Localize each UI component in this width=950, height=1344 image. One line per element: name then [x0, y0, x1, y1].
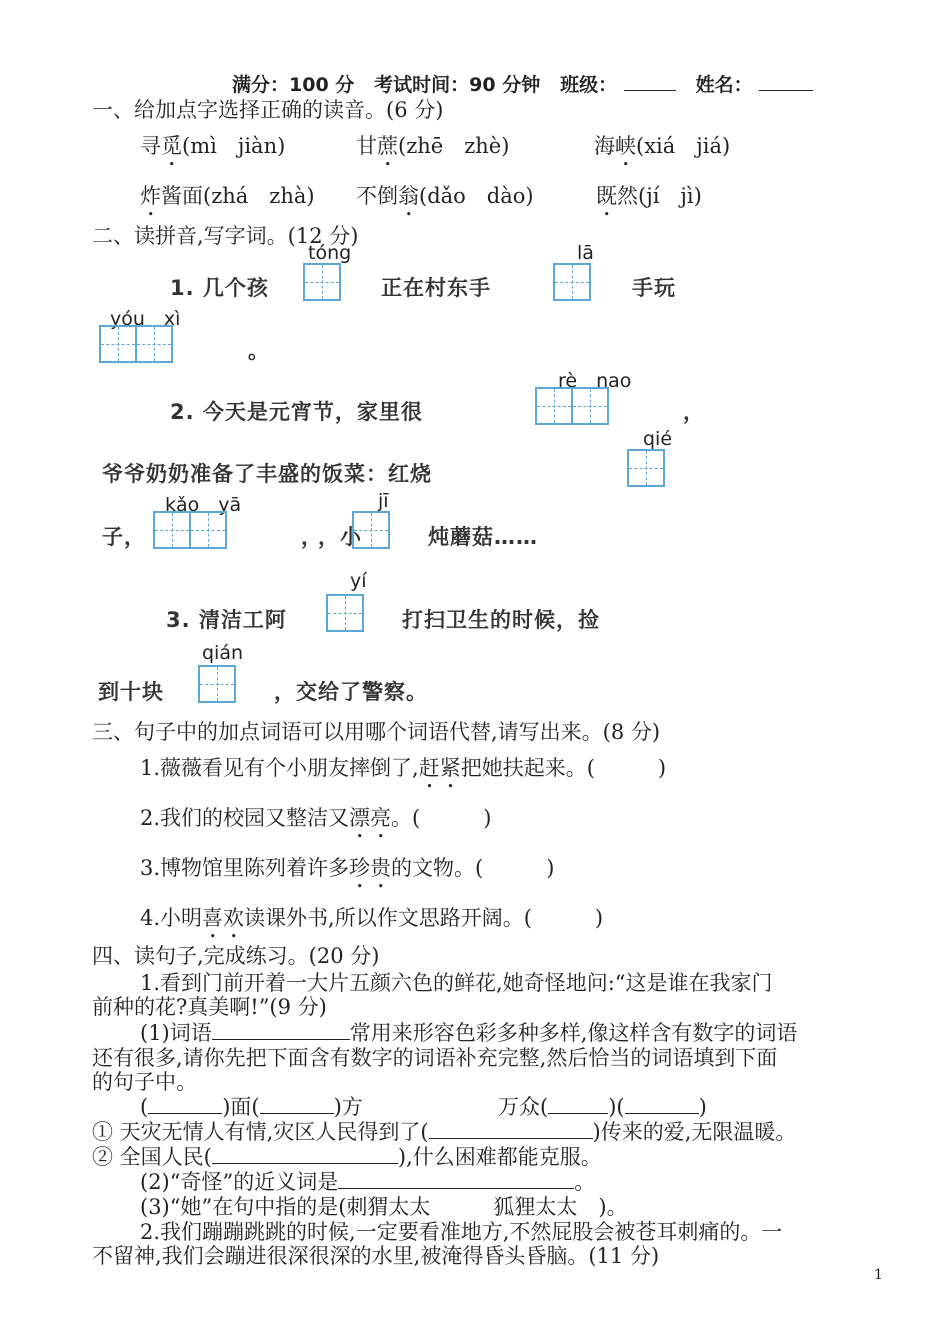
s3-item-4: 4.小明喜欢读课外书,所以作文思路开阔。( )	[140, 906, 604, 930]
answer-blank[interactable]	[212, 1039, 350, 1040]
s1-item-4: 炸酱面(zhá zhà)	[140, 184, 315, 208]
page-number: 1	[874, 1267, 883, 1283]
name-blank[interactable]	[759, 90, 813, 91]
char-grid-qian[interactable]	[198, 665, 234, 703]
dotted-word: 赶紧	[418, 756, 461, 780]
s2-q2-line3a: 子，	[102, 525, 146, 549]
s4-p2-line2: 不留神,我们会蹦进很深很深的水里,被淹得昏头昏脑。(11 分)	[92, 1244, 660, 1268]
s2-q3-line2a: 到十块	[98, 680, 164, 704]
s3-item-3: 3.博物馆里陈列着许多珍贵的文物。( )	[140, 856, 555, 880]
pinyin-renao: rè nao	[558, 370, 632, 392]
s2-q1-text-d: 。	[248, 339, 270, 363]
char-grid-la[interactable]	[553, 263, 589, 301]
char-grid-yi[interactable]	[326, 594, 362, 632]
name-label: 姓名：	[695, 74, 753, 96]
pinyin-ji: jī	[378, 490, 389, 512]
s4-q2: (2)“奇怪”的近义词是 。	[140, 1170, 596, 1194]
s4-p1-line2: 前种的花?真美啊!”(9 分)	[92, 995, 327, 1019]
pinyin-tong: tóng	[308, 242, 352, 264]
section3-title: 三、句子中的加点词语可以用哪个词语代替,请写出来。(8 分)	[92, 720, 661, 744]
s4-word-row-a: ( )面( )方	[140, 1095, 363, 1119]
s2-q2-text-a: 2. 今天是元宵节，家里很	[170, 400, 423, 424]
full-score: 满分：100 分	[232, 74, 355, 96]
dotted-char: 峡	[615, 134, 636, 158]
s4-sentence-2: ② 全国人民( ),什么困难都能克服。	[92, 1145, 602, 1169]
section2-title: 二、读拼音,写字词。(12 分)	[92, 224, 359, 248]
s4-q3: (3)“她”在句中指的是(刺猬太太 狐狸太太 )。	[140, 1195, 628, 1219]
dotted-char: 炸	[140, 184, 161, 208]
s3-item-1: 1.薇薇看见有个小朋友摔倒了,赶紧把她扶起来。( )	[140, 756, 667, 780]
answer-blank[interactable]	[338, 1188, 574, 1189]
s1-item-6: 既然(jí jì)	[596, 184, 702, 208]
answer-blank[interactable]	[148, 1113, 222, 1114]
s4-q1-line3: 的句子中。	[92, 1070, 197, 1094]
s1-item-3: 海峡(xiá jiá)	[594, 134, 731, 158]
s2-q2-line3b: ，小	[318, 525, 362, 549]
s2-q3-text-b: 打扫卫生的时候，捡	[402, 608, 600, 632]
s4-p2-line1: 2.我们蹦蹦跳跳的时候,一定要看准地方,不然屁股会被苍耳刺痛的。一	[140, 1220, 783, 1244]
s2-q2-line3c: 炖蘑菇……	[428, 525, 538, 549]
s1-item-1: 寻觅(mì jiàn)	[140, 134, 286, 158]
char-grid-kaoya[interactable]	[153, 511, 225, 549]
dotted-word: 喜欢	[202, 906, 245, 930]
exam-time: 考试时间：90 分钟	[374, 74, 541, 96]
s2-q3-text-a: 3. 清洁工阿	[166, 608, 287, 632]
class-blank[interactable]	[624, 90, 676, 91]
answer-blank[interactable]	[260, 1113, 334, 1114]
pinyin-qian: qián	[202, 642, 244, 664]
answer-blank[interactable]	[212, 1163, 398, 1164]
pinyin-kaoya: kǎo yā	[165, 494, 242, 516]
header-line	[232, 70, 813, 97]
s2-q2-text-b: ，	[683, 400, 705, 424]
char-grid-youxi[interactable]	[99, 325, 171, 363]
s2-q2-line3-comma: ，	[301, 525, 323, 549]
s3-item-2: 2.我们的校园又整洁又漂亮。( )	[140, 806, 492, 830]
pinyin-qie: qié	[643, 428, 673, 450]
char-grid-renao[interactable]	[535, 387, 607, 425]
s1-item-2: 甘蔗(zhē zhè)	[356, 134, 510, 158]
s2-q1-text-a: 1. 几个孩	[170, 276, 269, 300]
s2-q1-text-c: 手玩	[632, 276, 676, 300]
pinyin-youxi: yóu xì	[110, 308, 181, 330]
s4-p1-line1: 1.看到门前开着一大片五颜六色的鲜花,她奇怪地问:“这是谁在我家门	[140, 971, 773, 995]
section1-title: 一、给加点字选择正确的读音。(6 分)	[92, 98, 444, 122]
s2-q2-line2: 爷爷奶奶准备了丰盛的饭菜：红烧	[102, 462, 432, 486]
char-grid-ji[interactable]	[352, 511, 388, 549]
s4-q1-line1: (1)词语 常用来形容色彩多种多样,像这样含有数字的词语	[140, 1021, 798, 1045]
char-grid-tong[interactable]	[303, 263, 339, 301]
dotted-word: 漂亮	[349, 806, 392, 830]
answer-blank[interactable]	[625, 1113, 699, 1114]
answer-blank[interactable]	[548, 1113, 608, 1114]
class-label: 班级：	[560, 74, 618, 96]
pinyin-yi: yí	[350, 570, 367, 592]
s2-q3-line2b: ，交给了警察。	[274, 680, 428, 704]
dotted-char: 翁	[398, 184, 419, 208]
pinyin-la: lā	[577, 242, 594, 264]
s4-sentence-1: ① 天灾无情人有情,灾区人民得到了( )传来的爱,无限温暖。	[92, 1120, 797, 1144]
s2-q1-text-b: 正在村东手	[381, 276, 491, 300]
dotted-char: 既	[596, 184, 617, 208]
dotted-char: 觅	[161, 134, 182, 158]
dotted-word: 珍贵	[349, 856, 392, 880]
s1-item-5: 不倒翁(dǎo dào)	[356, 184, 534, 208]
answer-blank[interactable]	[429, 1138, 593, 1139]
char-grid-qie[interactable]	[627, 449, 663, 487]
dotted-char: 蔗	[377, 134, 398, 158]
section4-title: 四、读句子,完成练习。(20 分)	[92, 944, 380, 968]
s4-word-row-b: 万众( )( )	[498, 1095, 707, 1119]
s4-q1-line2: 还有很多,请你先把下面含有数字的词语补充完整,然后恰当的词语填到下面	[92, 1046, 778, 1070]
